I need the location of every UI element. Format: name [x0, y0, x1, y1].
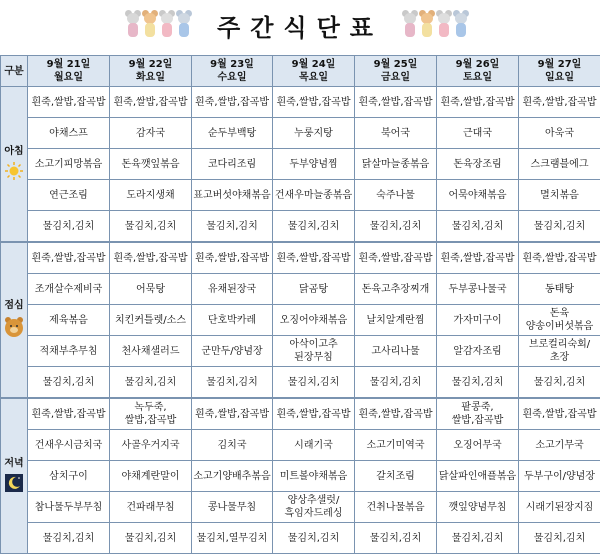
menu-row — [1, 118, 600, 149]
menu-cell: 알감자조림 — [437, 336, 519, 367]
day-weekday: 금요일 — [381, 72, 410, 83]
menu-cell: 소고기무국 — [519, 430, 600, 461]
menu-cell: 근대국 — [437, 118, 519, 149]
menu-cell: 물김치,김치 — [437, 367, 519, 399]
day-header — [28, 56, 110, 87]
menu-cell: 닭곰탕 — [273, 274, 355, 305]
menu-row — [1, 274, 600, 305]
menu-cell: 건새우마늘종볶음 — [273, 180, 355, 211]
mouse-icon — [419, 10, 435, 38]
menu-cell: 군만두/양념장 — [192, 336, 273, 367]
menu-cell: 물김치,김치 — [437, 523, 519, 554]
menu-cell: 양상추샐럿/ 흑임자드레싱 — [273, 492, 355, 523]
menu-cell: 물김치,김치 — [355, 211, 437, 243]
day-date: 9월 26일 — [455, 59, 500, 70]
menu-cell: 돈육깻잎볶음 — [110, 149, 192, 180]
menu-cell: 돈육장조림 — [437, 149, 519, 180]
menu-cell: 적채부추무침 — [28, 336, 110, 367]
menu-row — [1, 305, 600, 336]
menu-cell: 건취나물볶음 — [355, 492, 437, 523]
menu-cell: 날치알계란찜 — [355, 305, 437, 336]
menu-cell: 야채스프 — [28, 118, 110, 149]
menu-cell: 단호박카레 — [192, 305, 273, 336]
menu-cell: 물김치,김치 — [273, 367, 355, 399]
meal-label: 아침 — [4, 145, 24, 157]
menu-cell: 콩나물무침 — [192, 492, 273, 523]
menu-cell: 물김치,열무김치 — [192, 523, 273, 554]
menu-cell: 소고기피망볶음 — [28, 149, 110, 180]
menu-cell: 어묵탕 — [110, 274, 192, 305]
menu-cell: 흰죽,쌀밥,잡곡밥 — [273, 87, 355, 118]
menu-cell: 코다리조림 — [192, 149, 273, 180]
menu-cell: 삼치구이 — [28, 461, 110, 492]
menu-cell: 고사리나물 — [355, 336, 437, 367]
menu-cell: 물김치,김치 — [192, 367, 273, 399]
mouse-icon — [453, 10, 469, 38]
corner-label: 구분 — [1, 56, 28, 87]
day-weekday: 토요일 — [463, 72, 492, 83]
menu-cell: 닭살마늘종볶음 — [355, 149, 437, 180]
menu-cell: 흰죽,쌀밥,잡곡밥 — [28, 87, 110, 118]
page-title: 주간식단표 — [217, 14, 383, 42]
menu-cell: 흰죽,쌀밥,잡곡밥 — [192, 242, 273, 274]
menu-cell: 동태탕 — [519, 274, 600, 305]
menu-cell: 도라지생채 — [110, 180, 192, 211]
menu-cell: 아삭이고추 된장무침 — [273, 336, 355, 367]
menu-cell: 북어국 — [355, 118, 437, 149]
menu-cell: 누룽지탕 — [273, 118, 355, 149]
menu-row — [1, 211, 600, 243]
menu-row — [1, 367, 600, 399]
menu-cell: 두부구이/양념장 — [519, 461, 600, 492]
day-header — [437, 56, 519, 87]
bear-icon — [4, 316, 24, 342]
menu-cell: 가자미구이 — [437, 305, 519, 336]
menu-row — [1, 523, 600, 554]
menu-cell: 팥콩죽, 쌀밥,잡곡밥 — [437, 398, 519, 430]
menu-row — [1, 430, 600, 461]
day-header — [110, 56, 192, 87]
menu-cell: 김치국 — [192, 430, 273, 461]
menu-cell: 갈치조림 — [355, 461, 437, 492]
menu-cell: 흰죽,쌀밥,잡곡밥 — [437, 87, 519, 118]
day-date: 9월 21일 — [46, 59, 91, 70]
menu-cell: 물김치,김치 — [519, 211, 600, 243]
menu-cell: 돈육 양송이버섯볶음 — [519, 305, 600, 336]
day-date: 9월 23일 — [210, 59, 254, 70]
day-header — [519, 56, 600, 87]
menu-cell: 숙주나물 — [355, 180, 437, 211]
menu-cell: 흰죽,쌀밥,잡곡밥 — [273, 398, 355, 430]
day-header — [192, 56, 273, 87]
day-date: 9월 24일 — [291, 59, 336, 70]
menu-cell: 물김치,김치 — [28, 367, 110, 399]
menu-cell: 미트볼야채볶음 — [273, 461, 355, 492]
menu-cell: 물김치,김치 — [28, 211, 110, 243]
day-date: 9월 25일 — [373, 59, 418, 70]
menu-cell: 흰죽,쌀밥,잡곡밥 — [519, 242, 600, 274]
menu-cell: 물김치,김치 — [273, 211, 355, 243]
page-header — [0, 0, 600, 55]
menu-cell: 흰죽,쌀밥,잡곡밥 — [110, 87, 192, 118]
day-weekday: 화요일 — [136, 72, 165, 83]
day-weekday: 수요일 — [217, 72, 247, 83]
menu-row — [1, 242, 600, 274]
menu-cell: 조개살수제비국 — [28, 274, 110, 305]
menu-cell: 물김치,김치 — [110, 211, 192, 243]
menu-cell: 물김치,김치 — [355, 523, 437, 554]
menu-cell: 녹두죽, 쌀밥,잡곡밥 — [110, 398, 192, 430]
day-header-row — [1, 56, 600, 87]
meal-label-cell — [1, 87, 28, 243]
menu-cell: 브로컬리숙회/ 초장 — [519, 336, 600, 367]
menu-cell: 순두부백탕 — [192, 118, 273, 149]
menu-cell: 물김치,김치 — [519, 523, 600, 554]
mouse-icon — [402, 10, 418, 38]
menu-cell: 물김치,김치 — [110, 523, 192, 554]
menu-row — [1, 492, 600, 523]
menu-cell: 두부양념찜 — [273, 149, 355, 180]
menu-cell: 돈육고추장찌개 — [355, 274, 437, 305]
menu-cell: 건새우시금치국 — [28, 430, 110, 461]
menu-cell: 연근조림 — [28, 180, 110, 211]
menu-cell: 시래기된장지짐 — [519, 492, 600, 523]
menu-cell: 멸치볶음 — [519, 180, 600, 211]
menu-cell: 야채계란말이 — [110, 461, 192, 492]
menu-cell: 아욱국 — [519, 118, 600, 149]
meal-label: 점심 — [4, 299, 24, 311]
mouse-illustration-right — [402, 10, 469, 38]
menu-cell: 흰죽,쌀밥,잡곡밥 — [355, 87, 437, 118]
menu-cell: 흰죽,쌀밥,잡곡밥 — [192, 398, 273, 430]
day-header — [273, 56, 355, 87]
menu-cell: 물김치,김치 — [28, 523, 110, 554]
menu-row — [1, 461, 600, 492]
menu-cell: 흰죽,쌀밥,잡곡밥 — [355, 242, 437, 274]
menu-cell: 천사채샐러드 — [110, 336, 192, 367]
mouse-icon — [436, 10, 452, 38]
menu-row — [1, 398, 600, 430]
menu-cell: 물김치,김치 — [192, 211, 273, 243]
menu-cell: 흰죽,쌀밥,잡곡밥 — [192, 87, 273, 118]
menu-cell: 흰죽,쌀밥,잡곡밥 — [28, 398, 110, 430]
menu-cell: 시래기국 — [273, 430, 355, 461]
menu-body — [1, 87, 600, 554]
menu-cell: 흰죽,쌀밥,잡곡밥 — [110, 242, 192, 274]
meal-label: 저녁 — [4, 457, 24, 469]
menu-table — [0, 55, 600, 554]
menu-cell: 물김치,김치 — [519, 367, 600, 399]
menu-cell: 감자국 — [110, 118, 192, 149]
menu-cell: 물김치,김치 — [437, 211, 519, 243]
menu-cell: 물김치,김치 — [273, 523, 355, 554]
meal-label-cell — [1, 242, 28, 398]
menu-cell: 오징어야채볶음 — [273, 305, 355, 336]
menu-cell: 제육볶음 — [28, 305, 110, 336]
day-date: 9월 22일 — [128, 59, 173, 70]
day-weekday: 월요일 — [54, 72, 83, 83]
menu-cell: 치킨커틀렛/소스 — [110, 305, 192, 336]
menu-cell: 흰죽,쌀밥,잡곡밥 — [28, 242, 110, 274]
day-date: 9월 27일 — [537, 59, 582, 70]
menu-cell: 흰죽,쌀밥,잡곡밥 — [355, 398, 437, 430]
day-weekday: 목요일 — [299, 72, 328, 83]
menu-row — [1, 336, 600, 367]
menu-cell: 사골우거지국 — [110, 430, 192, 461]
meal-label-cell — [1, 398, 28, 554]
moon-icon — [5, 474, 23, 496]
menu-cell: 깻잎양념무침 — [437, 492, 519, 523]
menu-cell: 유채된장국 — [192, 274, 273, 305]
menu-cell: 두부콩나물국 — [437, 274, 519, 305]
menu-cell: 흰죽,쌀밥,잡곡밥 — [273, 242, 355, 274]
menu-cell: 스크램블에그 — [519, 149, 600, 180]
menu-cell: 어묵야채볶음 — [437, 180, 519, 211]
menu-cell: 건파래무침 — [110, 492, 192, 523]
menu-cell: 오징어무국 — [437, 430, 519, 461]
menu-row — [1, 87, 600, 118]
menu-cell: 흰죽,쌀밥,잡곡밥 — [519, 87, 600, 118]
day-weekday: 일요일 — [545, 72, 574, 83]
menu-cell: 흰죽,쌀밥,잡곡밥 — [519, 398, 600, 430]
day-header — [355, 56, 437, 87]
menu-cell: 소고기미역국 — [355, 430, 437, 461]
menu-cell: 참나물두부무침 — [28, 492, 110, 523]
menu-cell: 소고기양배추볶음 — [192, 461, 273, 492]
menu-cell: 물김치,김치 — [110, 367, 192, 399]
menu-cell: 닭살파인애플볶음 — [437, 461, 519, 492]
menu-cell: 표고버섯야채볶음 — [192, 180, 273, 211]
menu-cell: 흰죽,쌀밥,잡곡밥 — [437, 242, 519, 274]
menu-cell: 물김치,김치 — [355, 367, 437, 399]
menu-row — [1, 149, 600, 180]
menu-row — [1, 180, 600, 211]
sun-icon — [5, 162, 23, 184]
